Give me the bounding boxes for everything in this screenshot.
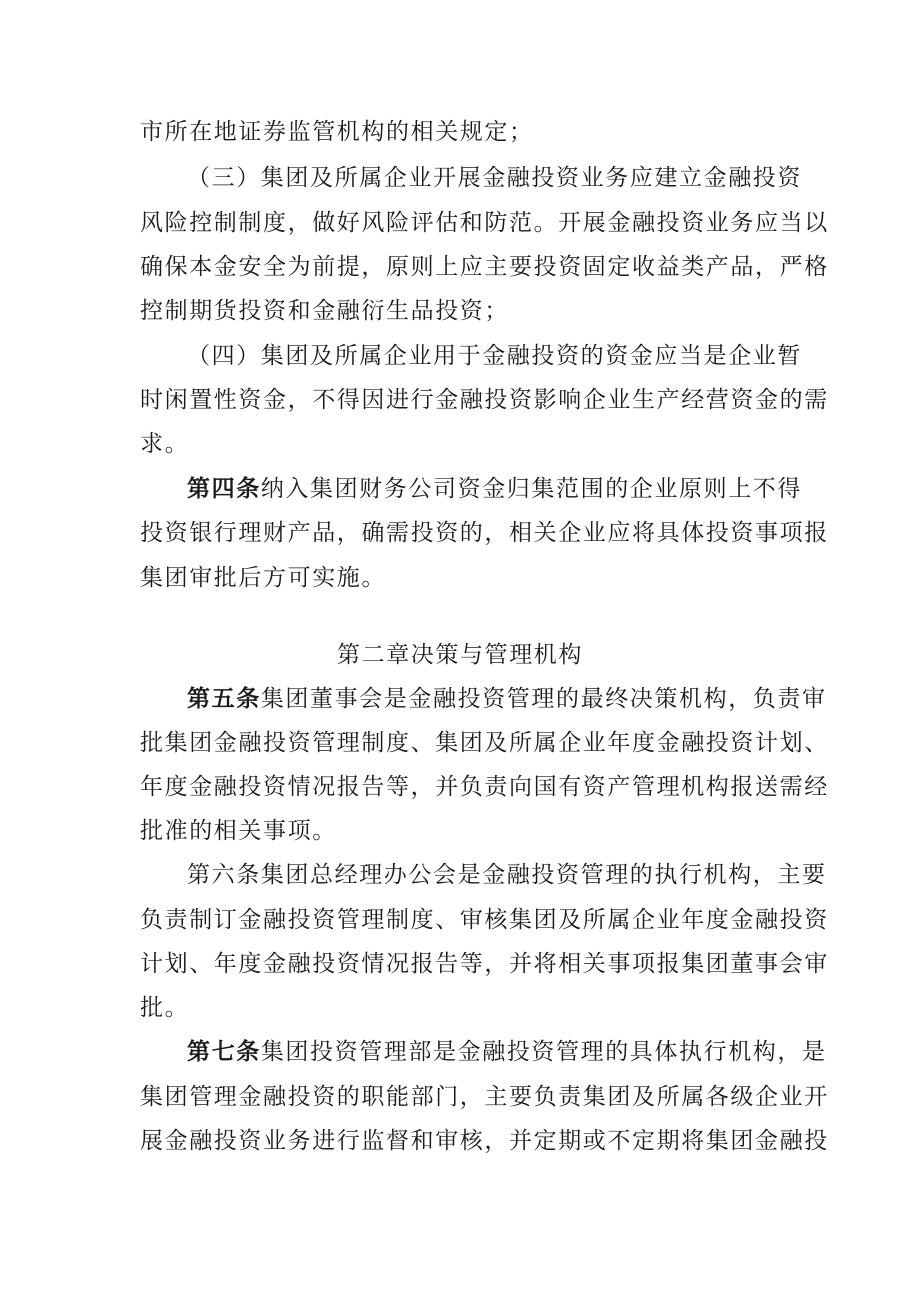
article-5-line-4: 批准的相关事项。 xyxy=(140,818,337,844)
article-5-line-3: 年度金融投资情况报告等，并负责向国有资产管理机构报送需经 xyxy=(140,774,829,800)
article-6-label: 第六条 xyxy=(187,862,261,888)
article-6-line-2: 负责制订金融投资管理制度、审核集团及所属企业年度金融投资 xyxy=(140,907,829,933)
article-6-line-3: 计划、年度金融投资情况报告等，并将相关事项报集团董事会审 xyxy=(140,951,829,977)
article-6-text: 集团总经理办公会是金融投资管理的执行机构，主要 xyxy=(260,862,827,888)
paragraph-1-line-1: 市所在地证券监管机构的相关规定； xyxy=(140,119,534,145)
article-4-line-2: 投资银行理财产品，确需投资的，相关企业应将具体投资事项报 xyxy=(140,520,829,546)
paragraph-2-line-4: 控制期货投资和金融衍生品投资； xyxy=(140,298,509,324)
article-4-line-1 xyxy=(187,474,802,504)
article-7-text: 集团投资管理部是金融投资管理的具体执行机构，是 xyxy=(260,1039,827,1065)
article-6-line-4: 批。 xyxy=(140,995,190,1021)
article-7-line-3: 展金融投资业务进行监督和审核，并定期或不定期将集团金融投 xyxy=(140,1128,829,1154)
paragraph-2-line-1: （三）集团及所属企业开展金融投资业务应建立金融投资 xyxy=(187,165,802,191)
paragraph-3-line-1: （四）集团及所属企业用于金融投资的资金应当是企业暂 xyxy=(187,343,802,369)
paragraph-2-line-2: 风险控制制度，做好风险评估和防范。开展金融投资业务应当以 xyxy=(140,210,829,236)
article-6-line-1 xyxy=(187,860,827,890)
article-5-line-1 xyxy=(187,684,827,714)
article-7-line-1 xyxy=(187,1037,827,1067)
article-4-line-3: 集团审批后方可实施。 xyxy=(140,565,386,591)
paragraph-2-line-3: 确保本金安全为前提，原则上应主要投资固定收益类产品，严格 xyxy=(140,254,829,280)
article-5-label: 第五条 xyxy=(187,685,261,712)
article-4-label: 第四条 xyxy=(187,475,261,502)
paragraph-3-line-2: 时闲置性资金，不得因进行金融投资影响企业生产经营资金的需 xyxy=(140,387,829,413)
article-4-text: 纳入集团财务公司资金归集范围的企业原则上不得 xyxy=(260,476,803,502)
article-7-line-2: 集团管理金融投资的职能部门，主要负责集团及所属各级企业开 xyxy=(140,1084,829,1110)
article-5-text: 集团董事会是金融投资管理的最终决策机构，负责审 xyxy=(260,686,827,712)
article-7-label: 第七条 xyxy=(187,1038,261,1065)
article-5-line-2: 批集团金融投资管理制度、集团及所属企业年度金融投资计划、 xyxy=(140,730,829,756)
paragraph-3-line-3: 求。 xyxy=(140,431,190,457)
chapter-title: 第二章决策与管理机构 xyxy=(337,642,583,668)
